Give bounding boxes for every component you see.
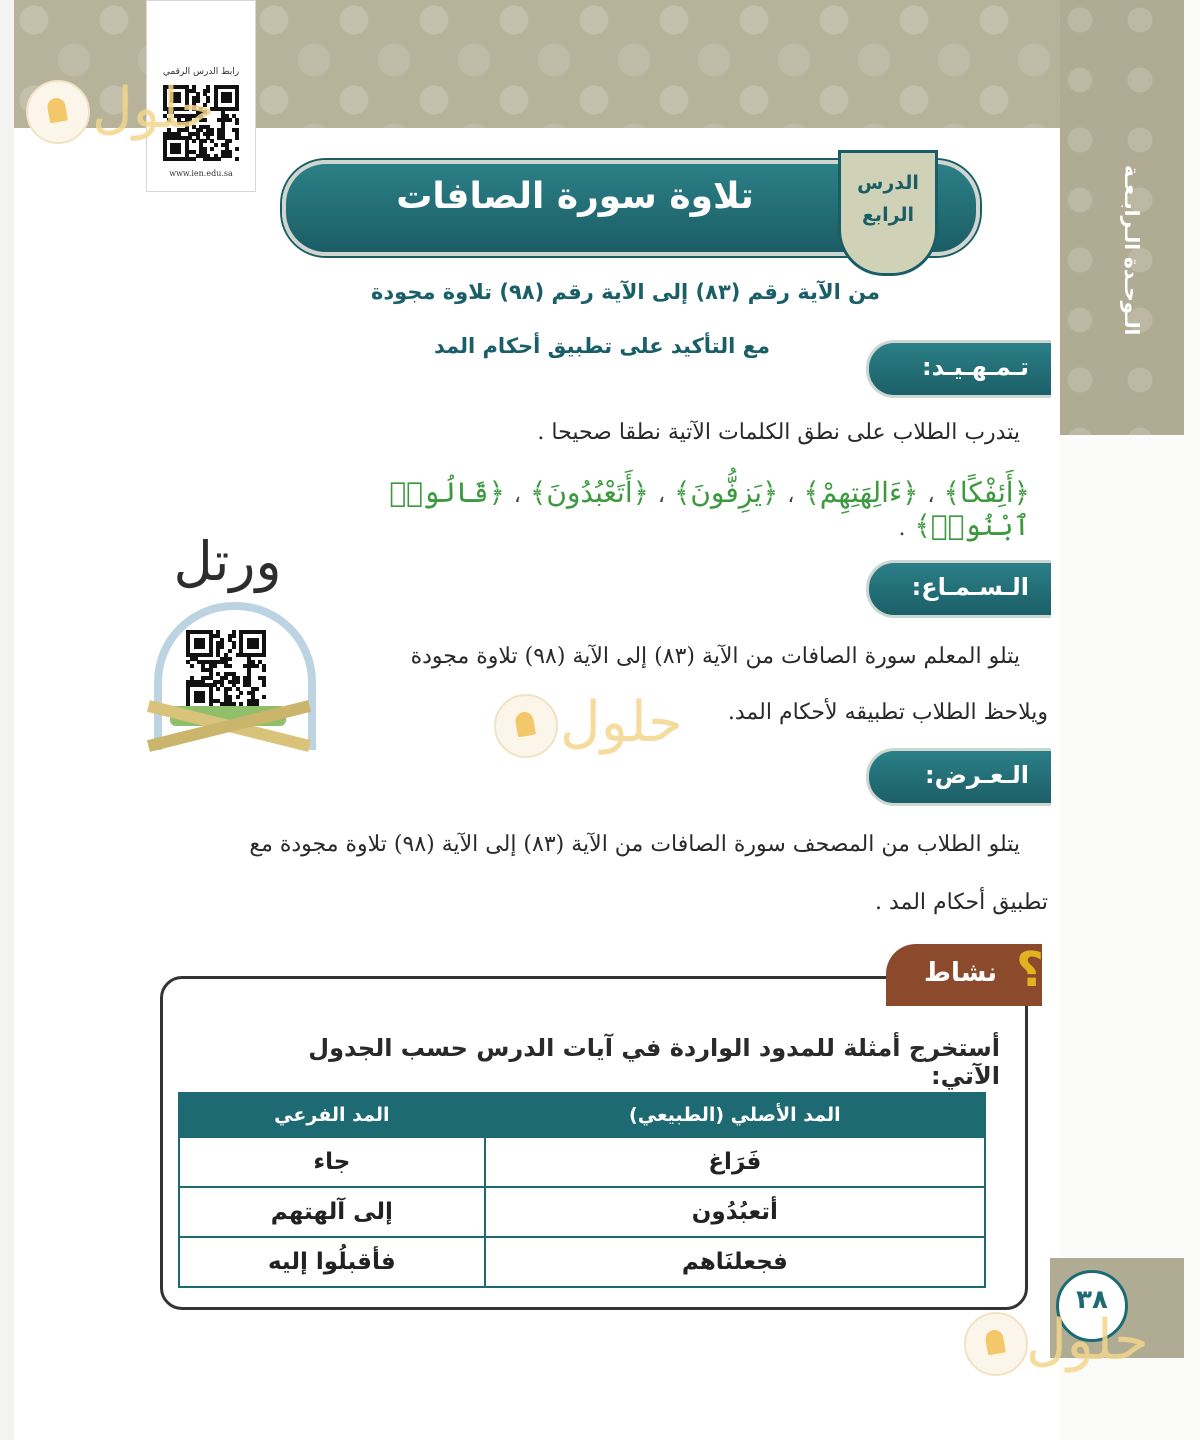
word-separator: ، — [513, 483, 521, 508]
quran-words-list — [300, 476, 1030, 542]
table-row — [179, 1237, 985, 1287]
lesson-subtitle-line2: مع التأكيد على تطبيق أحكام المد — [433, 334, 770, 358]
qr-module — [214, 143, 218, 147]
quran-word: ﴿يَزِفُّونَ﴾ — [673, 476, 779, 509]
section-label-listening: الـسـمـاع: — [911, 573, 1029, 601]
qr-module — [177, 150, 181, 154]
qr-module — [235, 157, 239, 161]
qr-module — [232, 634, 236, 638]
qr-module — [228, 99, 232, 103]
word-separator: ، — [787, 483, 795, 508]
activity-label: نشاط — [924, 958, 997, 988]
qr-module — [235, 136, 239, 140]
qr-module — [262, 668, 266, 672]
qr-module — [228, 139, 232, 143]
qr-module — [255, 687, 259, 691]
section-tab-intro — [866, 340, 1051, 398]
qr-module — [232, 645, 236, 649]
qr-module — [201, 645, 205, 649]
qr-module — [255, 645, 259, 649]
word-separator: ، — [657, 483, 666, 508]
watermark-logo-icon — [494, 694, 558, 758]
qr-module — [228, 154, 232, 158]
qr-module — [239, 691, 243, 695]
qr-module — [228, 649, 232, 653]
qr-module — [235, 107, 239, 111]
qr-module — [236, 680, 240, 684]
quran-word: ﴿أَتَعْبُدُونَ﴾ — [529, 476, 650, 509]
qr-module — [235, 147, 239, 151]
table-cell: فَرَاغ — [485, 1137, 985, 1187]
qr-module — [262, 653, 266, 657]
qr-module — [201, 699, 205, 703]
section-label-presentation: الـعـرض: — [924, 761, 1029, 789]
table-cell: إلى آلهتهم — [179, 1187, 485, 1237]
table-cell: فأقبلُوا إليه — [179, 1237, 485, 1287]
qr-module — [228, 118, 232, 122]
lesson-badge-line1: الدرس — [857, 172, 919, 194]
qr-code-icon[interactable] — [186, 630, 266, 710]
lesson-subtitle-line1: من الآية رقم (٨٣) إلى الآية رقم (٩٨) تلاوة مجودة — [370, 280, 880, 304]
presentation-text-line2: تطبيق أحكام المد . — [874, 890, 1048, 915]
table-cell: أتعبُدُون — [485, 1187, 985, 1237]
table-header-secondary-madd: المد الفرعي — [179, 1093, 485, 1137]
qr-module — [262, 695, 266, 699]
lesson-badge-line2: الرابع — [861, 204, 915, 226]
qr-module — [262, 683, 266, 687]
qr-module — [213, 664, 217, 668]
qr-module — [210, 147, 214, 151]
qr-module — [217, 157, 221, 161]
qr-module — [220, 645, 224, 649]
table-cell: جاء — [179, 1137, 485, 1187]
quran-word: ﴿أَئِفْكًا﴾ — [943, 476, 1030, 509]
qr-module — [228, 664, 232, 668]
section-label-intro: تـمـهـيـد: — [921, 353, 1029, 381]
qr-module — [216, 687, 220, 691]
watermark-logo-icon — [26, 80, 90, 144]
qr-module — [236, 695, 240, 699]
watermark-text: حلول — [560, 690, 683, 755]
activity-instruction: أستخرج أمثلة للمدود الواردة في آيات الدرس حسب الجدول الآتي: — [308, 1034, 1000, 1090]
table-header-original-madd: المد الأصلي (الطبيعي) — [485, 1093, 985, 1137]
qr-module — [209, 653, 213, 657]
presentation-text-line1: يتلو الطلاب من المصحف سورة الصافات من الآية (٨٣) إلى الآية (٩٨) تلاوة مجودة مع — [249, 832, 1020, 857]
listening-text-line2: ويلاحظ الطلاب تطبيقه لأحكام المد. — [727, 700, 1048, 725]
qr-module — [235, 121, 239, 125]
table-row — [179, 1187, 985, 1237]
page-number: ٣٨ — [1076, 1285, 1108, 1315]
left-margin-strip — [0, 0, 14, 1440]
table-row — [179, 1137, 985, 1187]
table-header-row — [179, 1093, 985, 1137]
qr-module — [255, 664, 259, 668]
unit-label: الـوحـدة الـرابـعـة — [1120, 164, 1144, 336]
quran-word: ﴿ءَالِهَتِهِمْ﴾ — [803, 476, 919, 509]
recitation-illustration — [140, 530, 315, 790]
qr-module — [228, 657, 232, 661]
intro-text: يتدرب الطلاب على نطق الكلمات الآتية نطقا صحيحا . — [537, 420, 1020, 445]
qr-module — [228, 687, 232, 691]
qr-module — [192, 157, 196, 161]
section-tab-presentation — [866, 748, 1051, 806]
qr-card-title: رابط الدرس الرقمي — [162, 67, 240, 77]
watermark-text: حلول — [1026, 1308, 1149, 1373]
table-cell: فجعلنَاهم — [485, 1237, 985, 1287]
section-tab-listening — [866, 560, 1051, 618]
word-separator: ، — [927, 483, 935, 508]
qr-card-url[interactable]: www.ien.edu.sa — [169, 169, 233, 178]
quran-word: ﴿قَالُوا۟ ٱبْنُوا۟﴾ — [389, 476, 1030, 542]
madd-examples-table — [178, 1092, 986, 1288]
calligraphy-rattil: ورتل — [173, 530, 282, 593]
end-mark: . — [898, 516, 906, 541]
watermark-logo-icon — [964, 1312, 1028, 1376]
lesson-title: تلاوة سورة الصافات — [396, 176, 754, 217]
watermark-text: حلول — [92, 76, 215, 141]
question-mark-icon: ؟ — [1016, 942, 1044, 998]
qr-module — [190, 664, 194, 668]
listening-text-line1: يتلو المعلم سورة الصافات من الآية (٨٣) إلى الآية (٩٨) تلاوة مجودة — [410, 644, 1020, 669]
